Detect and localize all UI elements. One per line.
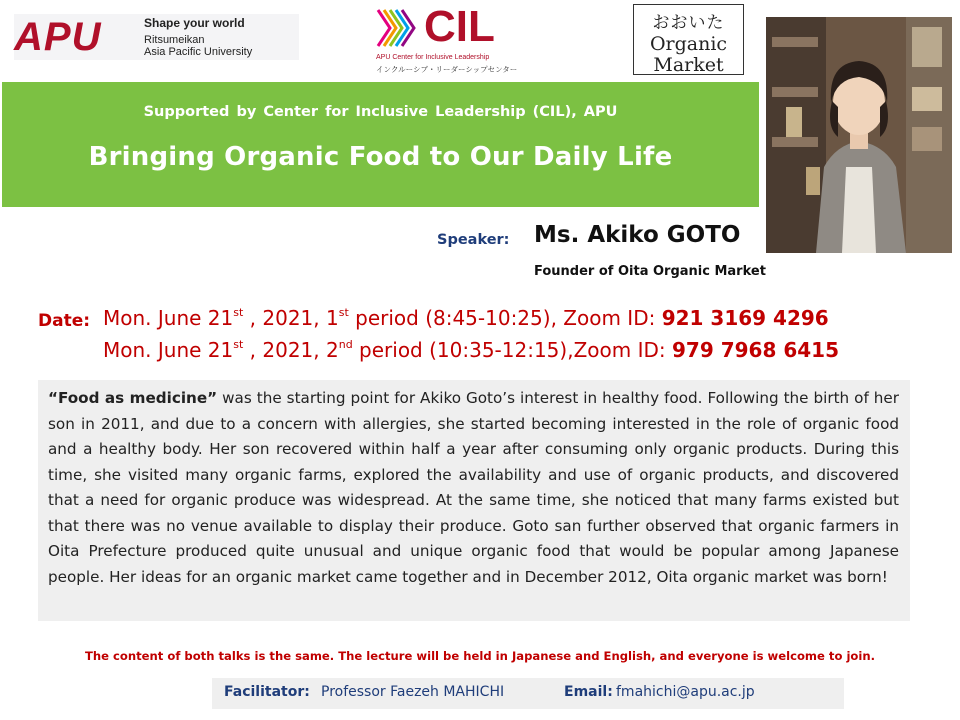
date-year-period: , 2021, 2 [243,338,339,362]
speaker-photo-illustration [766,17,952,253]
cil-logo [376,2,518,78]
date-line-1 [103,306,829,330]
zoom-id-label: Zoom ID: [563,306,656,330]
speaker-photo [766,17,952,253]
apu-university-line-2: Asia Pacific University [144,46,253,58]
zoom-id-value: 921 3169 4296 [661,306,829,330]
date-day-suffix: st [233,338,244,351]
facilitator-label: Facilitator: [224,684,310,700]
apu-logo [14,14,299,60]
zoom-id-label: Zoom ID: [573,338,666,362]
date-period-suffix: st [338,306,349,319]
cil-subtitle-en: APU Center for Inclusive Leadership [376,54,490,61]
description-body: was the starting point for Akiko Goto’s interest in healthy food. Following the birth of her son in 2011, and due to a concern with allergies, she started becoming interested in the role of organic food and a healthy body. Her son recovered within half a year after consuming only organic products. During this time, she visited many organic farms, explored the availability and use of organic products, and discovered that a need for organic produce was widespread. At the same time, she noticed that many farms existed but that there was no venue available to display their produce. Goto san further observed that organic farmers in Oita Prefecture produced quite unusual and unique organic food that would be popular among Japanese people. Her ideas for an organic market came together and in December 2012, Oita organic market was born! [48,389,899,586]
title-banner [2,82,759,207]
date-period-suffix: nd [338,338,353,351]
facilitator-name: Professor Faezeh MAHICHI [321,684,505,700]
oita-logo-line-2: Organic [649,33,728,55]
date-label: Date: [38,311,91,331]
language-note: The content of both talks is the same. The lecture will be held in Japanese and English, and everyone is welcome to join. [84,649,876,663]
speaker-name: Ms. Akiko GOTO [534,222,741,248]
cil-logo-mark: CIL [424,2,495,51]
date-period-time: period (10:35-12:15), [352,338,574,362]
description-lead: “Food as medicine” [48,389,218,407]
zoom-id-value: 979 7968 6415 [672,338,840,362]
oita-logo-line-3: Market [653,54,724,76]
apu-logo-mark: APU [14,15,102,59]
apu-university-line-1: Ritsumeikan [144,34,205,46]
date-day-suffix: st [233,306,244,319]
date-year-period: , 2021, 1 [243,306,339,330]
email-link[interactable]: fmahichi@apu.ac.jp [616,684,755,700]
date-line-2 [103,338,839,362]
cil-subtitle-ja: インクルーシブ・リーダーシップセンター [376,65,518,74]
date-period-time: period (8:45-10:25), [348,306,557,330]
oita-logo-line-1: おおいた [652,13,725,33]
email-label: Email: [564,684,613,700]
description-box [38,380,910,621]
speaker-label: Speaker: [437,232,510,248]
cil-chevron-icon [376,6,422,50]
date-day: Mon. June 21 [103,338,234,362]
date-day: Mon. June 21 [103,306,234,330]
speaker-role: Founder of Oita Organic Market [534,264,766,279]
contact-footer [212,678,844,709]
description-text [48,386,899,590]
apu-tagline: Shape your world [144,16,245,30]
event-title: Bringing Organic Food to Our Daily Life [88,142,673,172]
banner-subtitle: Supported by Center for Inclusive Leadership (CIL), APU [143,104,618,120]
oita-organic-market-logo [633,4,744,75]
